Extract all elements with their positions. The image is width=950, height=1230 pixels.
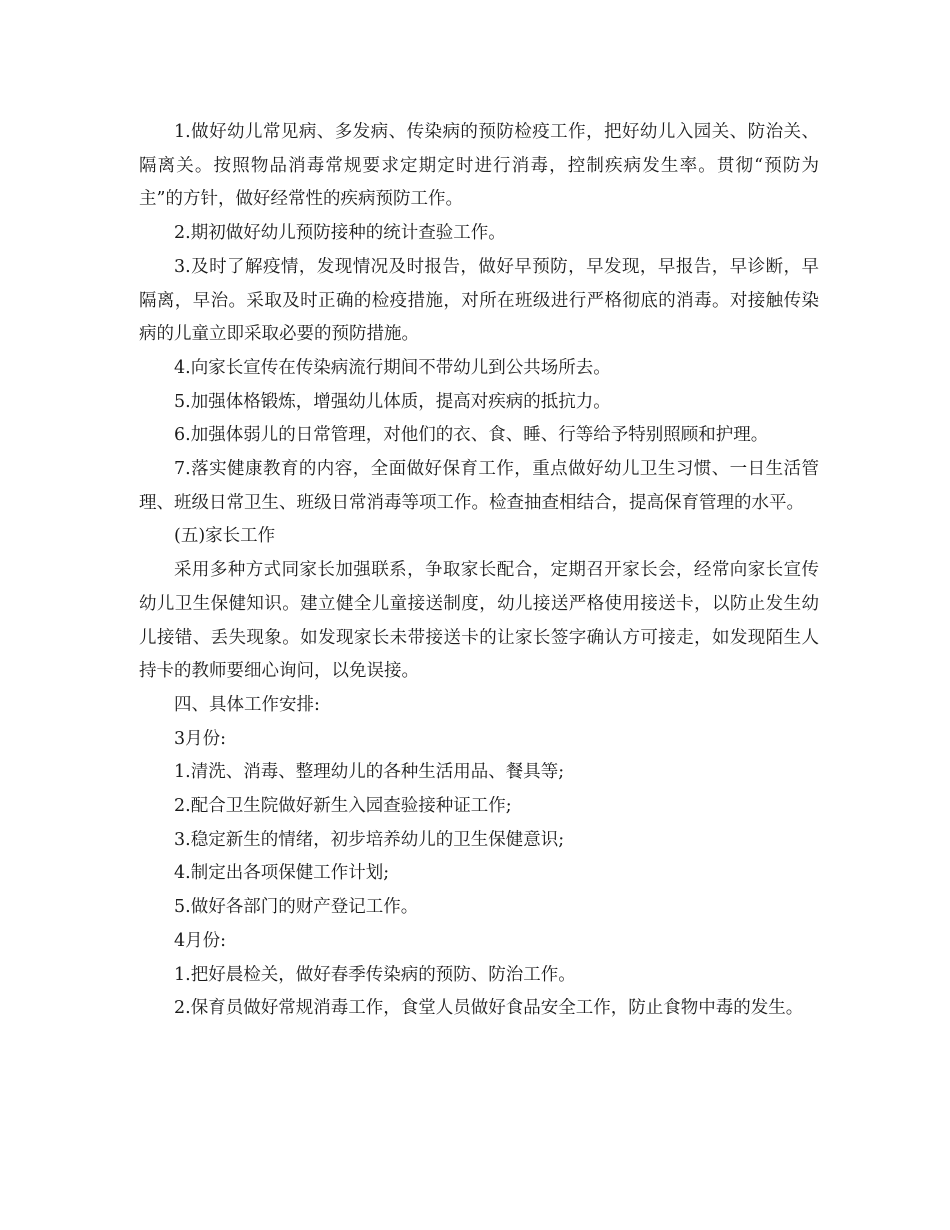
month-heading-march: 3月份: [174, 728, 227, 749]
section-heading-parents: (五)家长工作 [174, 526, 276, 547]
paragraph-item-1: 1.做好幼儿常见病、多发病、传染病的预防检疫工作，把好幼儿入园关、防治关、隔离关。按照物品消毒常规要求定期定时进行消毒，控制疾病发生率。贯彻“预防为主”的方针，做好经常性的疾病预防工作。 [139, 122, 819, 210]
march-item-2: 2.配合卫生院做好新生入园查验接种证工作; [174, 796, 512, 817]
march-item-4: 4.制定出各项保健工作计划; [174, 863, 390, 884]
document-body [139, 116, 819, 1026]
april-item-1: 1.把好晨检关，做好春季传染病的预防、防治工作。 [174, 964, 576, 985]
paragraph-item-7: 7.落实健康教育的内容，全面做好保育工作，重点做好幼儿卫生习惯、一日生活管理、班级日常卫生、班级日常消毒等项工作。检查抽查相结合，提高保育管理的水平。 [139, 459, 819, 513]
month-heading-april: 4月份: [174, 930, 227, 951]
section-heading-schedule: 四、具体工作安排: [174, 694, 320, 715]
march-item-3: 3.稳定新生的情绪，初步培养幼儿的卫生保健意识; [174, 829, 565, 850]
paragraph-item-2: 2.期初做好幼儿预防接种的统计查验工作。 [174, 223, 506, 244]
march-item-5: 5.做好各部门的财产登记工作。 [174, 897, 419, 918]
march-item-1: 1.清洗、消毒、整理幼儿的各种生活用品、餐具等; [174, 762, 565, 783]
paragraph-item-4: 4.向家长宣传在传染病流行期间不带幼儿到公共场所去。 [174, 357, 611, 378]
paragraph-item-3: 3.及时了解疫情，发现情况及时报告，做好早预防，早发现，早报告，早诊断，早隔离，早治。采取及时正确的检疫措施，对所在班级进行严格彻底的消毒。对接触传染病的儿童立即采取必要的预防措施。 [139, 256, 819, 345]
april-item-2: 2.保育员做好常规消毒工作，食堂人员做好食品安全工作，防止食物中毒的发生。 [174, 998, 804, 1019]
paragraph-item-5: 5.加强体格锻炼，增强幼儿体质，提高对疾病的抵抗力。 [174, 391, 611, 412]
paragraph-item-6: 6.加强体弱儿的日常管理，对他们的衣、食、睡、行等给予特别照顾和护理。 [174, 425, 769, 446]
paragraph-parents-work: 采用多种方式同家长加强联系，争取家长配合，定期召开家长会，经常向家长宣传幼儿卫生保健知识。建立健全儿童接送制度，幼儿接送严格使用接送卡，以防止发生幼儿接错、丢失现象。如发现家长未带接送卡的让家长签字确认方可接走，如发现陌生人持卡的教师要细心询问，以免误接。 [139, 560, 819, 682]
